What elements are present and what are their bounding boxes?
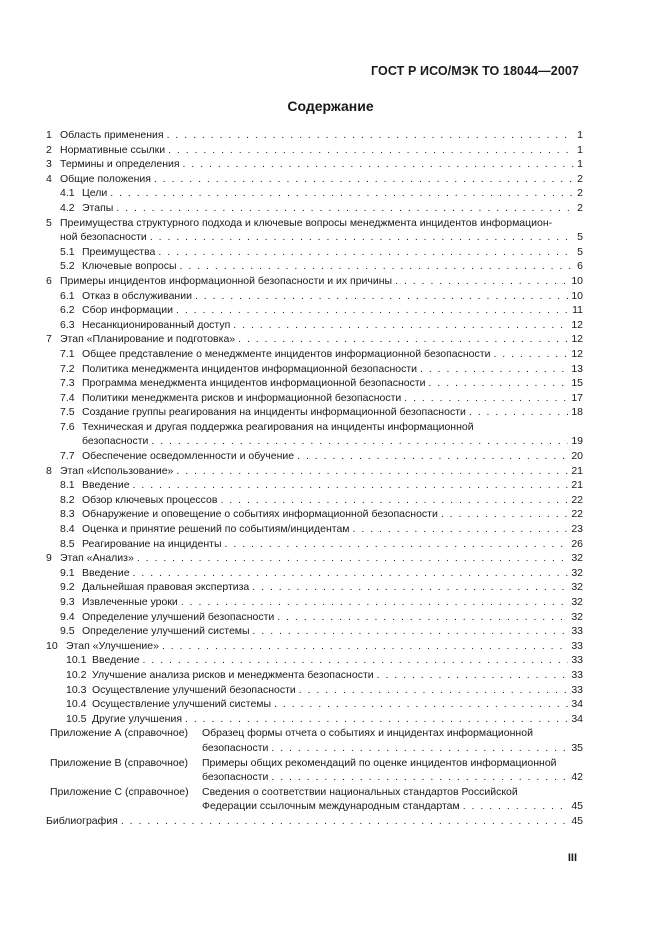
toc-page: 22 xyxy=(571,493,583,506)
toc-entry[interactable]: 6.2 Сбор информации . . . 11 xyxy=(46,303,583,318)
toc-label-line1: Техническая и другая поддержка реагирования на инциденты информационной xyxy=(82,420,474,433)
toc-label: безопасности xyxy=(202,771,269,784)
toc-label: Федерации ссылочным международным стандартам xyxy=(202,800,460,813)
toc-entry[interactable]: 7.5 Создание группы реагирования на инциденты информационной безопасности . . . 18 xyxy=(46,405,583,420)
toc-page: 42 xyxy=(571,771,583,784)
toc-page: 1 xyxy=(577,158,583,171)
toc-entry[interactable]: 10.4 Осуществление улучшений системы . . . 34 xyxy=(46,697,583,712)
toc-entry[interactable]: 8.3 Обнаружение и оповещение о событиях информационной безопасности . . . 22 xyxy=(46,507,583,522)
toc-label: Определение улучшений безопасности xyxy=(82,610,275,623)
toc-entry[interactable]: 6 Примеры инцидентов информационной безопасности и их причины . . . 10 xyxy=(46,274,583,289)
toc-entry[interactable]: 10.5 Другие улучшения . . . 34 xyxy=(46,712,583,727)
toc-entry[interactable]: 7 Этап «Планирование и подготовка» . . . 12 xyxy=(46,332,583,347)
toc-page: 5 xyxy=(577,245,583,258)
toc-page: 26 xyxy=(571,537,583,550)
toc-entry[interactable]: 7.7 Обеспечение осведомленности и обучение . . . 20 xyxy=(46,449,583,464)
toc-label: Обеспечение осведомленности и обучение xyxy=(82,450,295,463)
toc-entry[interactable]: 8.5 Реагирование на инциденты . . . 26 xyxy=(46,537,583,552)
toc-label: ной безопасности xyxy=(60,231,147,244)
toc-page: 33 xyxy=(571,654,583,667)
toc-entry[interactable]: 7.1 Общее представление о менеджменте инцидентов информационной безопасности . . . 12 xyxy=(46,347,583,362)
toc-page: 34 xyxy=(571,698,583,711)
toc-label: Примеры инцидентов информационной безопасности и их причины xyxy=(60,274,393,287)
toc-label: Этап «Анализ» xyxy=(60,552,134,565)
toc-page: 32 xyxy=(571,566,583,579)
toc-entry-bibliography[interactable] xyxy=(46,814,583,829)
toc-page: 1 xyxy=(577,129,583,141)
toc-entry[interactable]: 8 Этап «Использование» . . . 21 xyxy=(46,464,583,479)
toc-label: Отказ в обслуживании xyxy=(82,289,192,302)
toc-entry[interactable]: 10 Этап «Улучшение» . . . 33 xyxy=(46,639,583,654)
toc-page: 1 xyxy=(577,143,583,156)
toc-page: 6 xyxy=(577,260,583,273)
toc-entry[interactable]: 10.2 Улучшение анализа рисков и менеджмента безопасности . . . 33 xyxy=(46,668,583,683)
toc-page: 20 xyxy=(571,450,583,463)
toc-label: Программа менеджмента инцидентов информационной безопасности xyxy=(82,377,426,390)
toc-page: 21 xyxy=(571,464,583,477)
toc-page: 45 xyxy=(571,800,583,813)
toc-page: 33 xyxy=(571,683,583,696)
toc-entry[interactable]: 7.2 Политика менеджмента инцидентов информационной безопасности . . . 13 xyxy=(46,362,583,377)
toc-label-line1: Образец формы отчета о событиях и инцидентах информационной xyxy=(202,727,533,740)
toc-entry-appendix[interactable]: Приложение А (справочное) Образец формы отчета о событиях и инцидентах информационной безопасности . . . 35 xyxy=(46,726,583,755)
toc-entry[interactable]: 6.3 Несанкционированный доступ . . . 12 xyxy=(46,318,583,333)
toc-entry[interactable]: 8.1 Введение . . . 21 xyxy=(46,478,583,493)
toc-label: Улучшение анализа рисков и менеджмента безопасности xyxy=(92,668,374,681)
toc-label: Общие положения xyxy=(60,172,151,185)
toc-entry[interactable]: 5.2 Ключевые вопросы . . . 6 xyxy=(46,259,583,274)
toc-label: Несанкционированный доступ xyxy=(82,318,231,331)
toc-page: 2 xyxy=(577,172,583,185)
toc-entry-appendix[interactable]: Приложение В (справочное) Примеры общих рекомендаций по оценке инцидентов информационной безопасности . . . 42 xyxy=(46,756,583,785)
toc-label: Обнаружение и оповещение о событиях информационной безопасности xyxy=(82,508,438,521)
toc-label-line1: Сведения о соответствии национальных стандартов Российской xyxy=(202,785,518,798)
toc-label: Введение xyxy=(92,654,140,667)
toc-label: Другие улучшения xyxy=(92,712,183,725)
table-of-contents xyxy=(46,128,583,829)
toc-label: Введение xyxy=(82,479,130,492)
toc-entry[interactable]: 7.4 Политики менеджмента рисков и информационной безопасности . . . 17 xyxy=(46,391,583,406)
toc-page: 10 xyxy=(571,274,583,287)
toc-label: Извлеченные уроки xyxy=(82,596,178,608)
toc-entry[interactable]: 9.1 Введение . . . 32 xyxy=(46,566,583,581)
toc-page: 17 xyxy=(571,391,583,404)
toc-entry[interactable]: 5.1 Преимущества . . . 5 xyxy=(46,245,583,260)
toc-page: 5 xyxy=(577,231,583,244)
toc-entry[interactable]: 9.4 Определение улучшений безопасности . . . 32 xyxy=(46,610,583,625)
toc-entry[interactable]: 2 Нормативные ссылки . . . 1 xyxy=(46,143,583,158)
toc-label: безопасности xyxy=(202,741,269,754)
toc-entry[interactable]: 4.1 Цели . . . 2 xyxy=(46,186,583,201)
toc-entry[interactable]: 4.2 Этапы . . . 2 xyxy=(46,201,583,216)
toc-label-line1: Примеры общих рекомендаций по оценке инцидентов информационной xyxy=(202,756,557,769)
toc-entry[interactable]: 10.1 Введение . . . 33 xyxy=(46,653,583,668)
toc-page: 32 xyxy=(571,596,583,608)
toc-entry[interactable]: 9.3 Извлеченные уроки . . . 32 xyxy=(46,595,583,610)
toc-page: 18 xyxy=(571,406,583,419)
toc-label: Политики менеджмента рисков и информационной безопасности xyxy=(82,391,402,404)
toc-page: 21 xyxy=(571,479,583,492)
toc-label: Политика менеджмента инцидентов информационной безопасности xyxy=(82,362,418,375)
toc-page: 33 xyxy=(571,668,583,681)
toc-label: Введение xyxy=(82,566,130,579)
toc-entry[interactable]: 1 Область применения . . . 1 xyxy=(46,128,583,143)
document-code: ГОСТ Р ИСО/МЭК ТО 18044—2007 xyxy=(371,64,579,78)
toc-page: 10 xyxy=(571,289,583,302)
toc-page: 19 xyxy=(571,435,583,448)
toc-page: 33 xyxy=(571,625,583,638)
toc-label: Оценка и принятие решений по событиям/инцидентам xyxy=(82,523,350,536)
toc-label: Цели xyxy=(82,187,108,200)
toc-entry[interactable]: 8.2 Обзор ключевых процессов . . . 22 xyxy=(46,493,583,508)
toc-entry[interactable]: 9.2 Дальнейшая правовая экспертиза . . . 32 xyxy=(46,580,583,595)
toc-page: 45 xyxy=(571,814,583,827)
toc-label: Сбор информации xyxy=(82,304,173,317)
toc-label: Осуществление улучшений безопасности xyxy=(92,683,296,696)
toc-label: Определение улучшений системы xyxy=(82,625,250,638)
toc-entry[interactable]: 7.6 Техническая и другая поддержка реагирования на инциденты информационной безопасности . . . 19 xyxy=(46,420,583,449)
toc-entry[interactable]: 10.3 Осуществление улучшений безопасности . . . 33 xyxy=(46,683,583,698)
toc-entry[interactable]: 9 Этап «Анализ» . . . 32 xyxy=(46,551,583,566)
toc-entry[interactable]: 3 Термины и определения . . . 1 xyxy=(46,157,583,172)
toc-page: 23 xyxy=(571,523,583,536)
toc-page: 13 xyxy=(571,362,583,375)
toc-page: 12 xyxy=(571,333,583,346)
toc-page: 15 xyxy=(571,377,583,390)
toc-entry[interactable]: 6.1 Отказ в обслуживании . . . 10 xyxy=(46,289,583,304)
toc-page: 2 xyxy=(577,187,583,200)
toc-page: 2 xyxy=(577,201,583,214)
page-title: Содержание xyxy=(287,98,374,114)
toc-page: 32 xyxy=(571,581,583,594)
toc-page: 11 xyxy=(572,304,583,317)
toc-label: Этап «Улучшение» xyxy=(66,639,159,652)
toc-label: Преимущества xyxy=(82,245,156,258)
toc-label: Термины и определения xyxy=(60,158,180,171)
toc-label: безопасности xyxy=(82,435,149,448)
toc-label: Этап «Планирование и подготовка» xyxy=(60,333,236,346)
toc-label: Реагирование на инциденты xyxy=(82,537,222,550)
toc-label: Область применения xyxy=(60,129,164,141)
toc-label: Создание группы реагирования на инциденты информационной безопасности xyxy=(82,406,466,419)
toc-entry-appendix[interactable]: Приложение С (справочное) Сведения о соответствии национальных стандартов Российской Федерации ссылочным международным стандартам . . . 45 xyxy=(46,785,583,814)
toc-page: 12 xyxy=(571,347,583,360)
toc-label: Нормативные ссылки xyxy=(60,143,166,156)
toc-page: 32 xyxy=(571,610,583,623)
toc-label: Обзор ключевых процессов xyxy=(82,493,218,506)
toc-page: 32 xyxy=(571,552,583,565)
toc-page: 12 xyxy=(571,318,583,331)
toc-label: Библиография xyxy=(46,814,118,827)
toc-label-line1: Преимущества структурного подхода и ключевые вопросы менеджмента инцидентов информацион- xyxy=(60,216,553,229)
toc-page: 33 xyxy=(571,639,583,652)
toc-label: Осуществление улучшений системы xyxy=(92,698,272,711)
toc-label: Ключевые вопросы xyxy=(82,260,177,273)
toc-entry[interactable]: 4 Общие положения . . . 2 xyxy=(46,172,583,187)
page-number: III xyxy=(567,852,577,864)
toc-label: Этапы xyxy=(82,201,114,214)
toc-page: 22 xyxy=(571,508,583,521)
toc-entry[interactable]: 8.4 Оценка и принятие решений по событиям/инцидентам . . . 23 xyxy=(46,522,583,537)
toc-label: Этап «Использование» xyxy=(60,464,174,477)
toc-label: Дальнейшая правовая экспертиза xyxy=(82,581,250,594)
toc-page: 34 xyxy=(571,712,583,725)
toc-entry[interactable]: 5 Преимущества структурного подхода и ключевые вопросы менеджмента инцидентов информацион- ной безопасности . . . 5 xyxy=(46,216,583,245)
toc-page: 35 xyxy=(571,741,583,754)
toc-entry[interactable]: 9.5 Определение улучшений системы . . . 33 xyxy=(46,624,583,639)
toc-entry[interactable]: 7.3 Программа менеджмента инцидентов информационной безопасности . . . 15 xyxy=(46,376,583,391)
toc-label: Общее представление о менеджменте инцидентов информационной безопасности xyxy=(82,347,491,360)
